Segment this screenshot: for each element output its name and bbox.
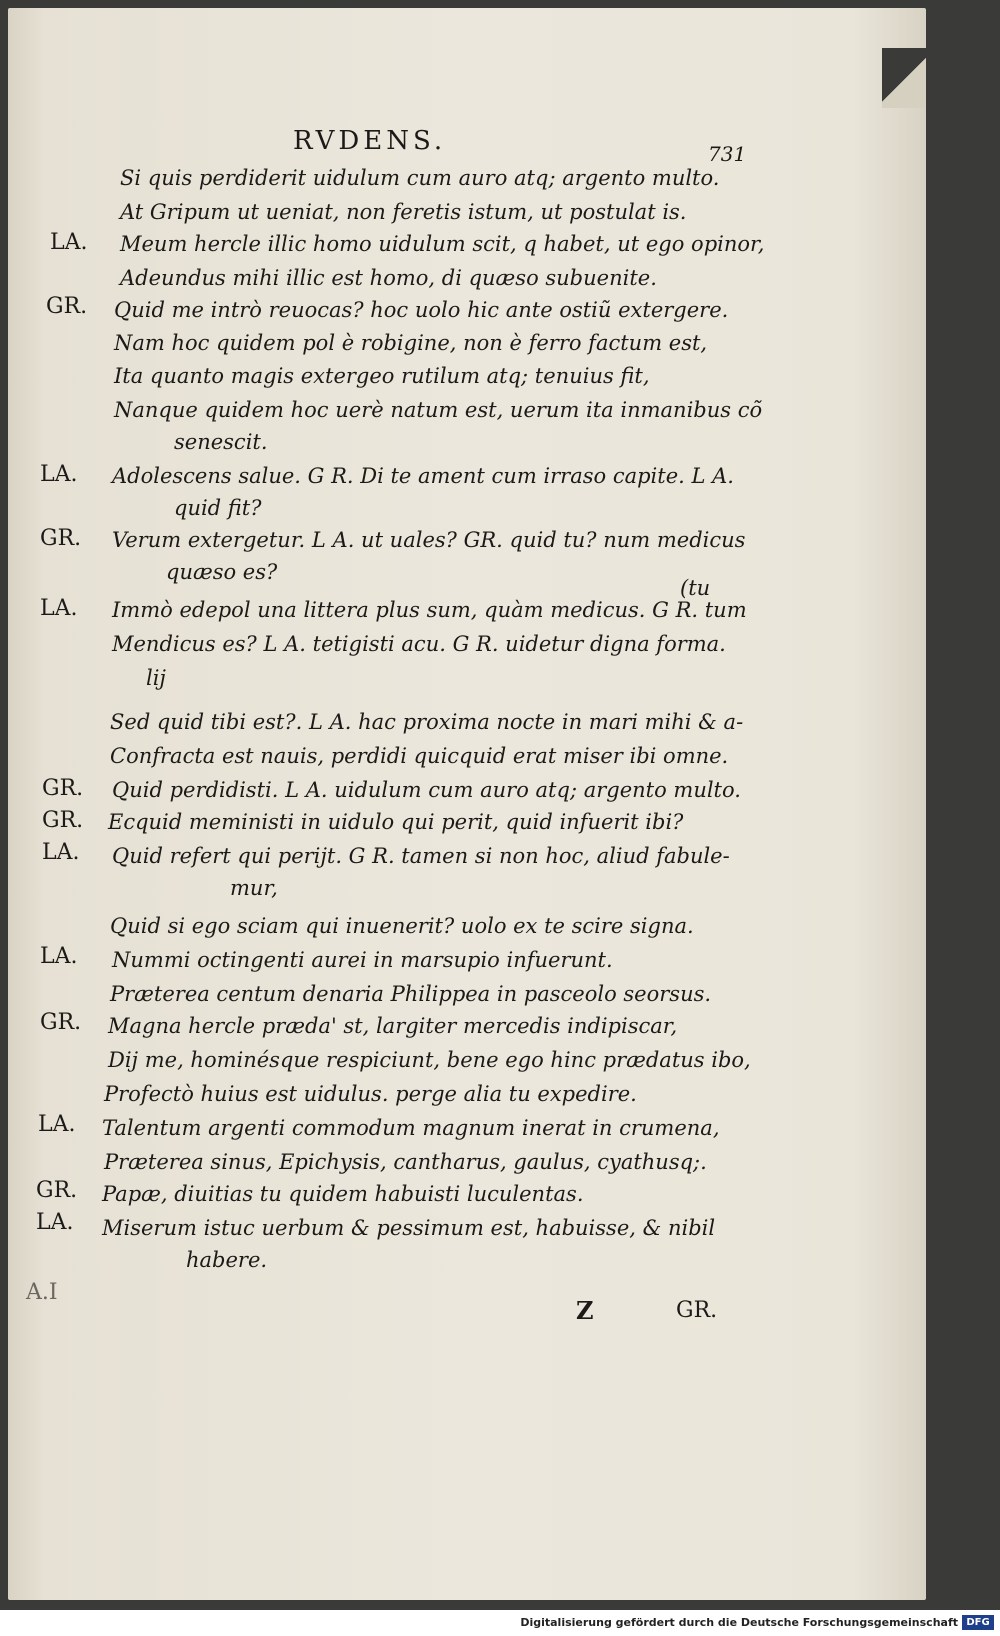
signature-mark: Z (576, 1296, 594, 1325)
speaker-label: GR. (46, 294, 88, 319)
verse-line: (tu (680, 576, 711, 600)
speaker-label: LA. (40, 462, 78, 487)
verse-line: senescit. (174, 430, 268, 454)
speaker-label: GR. (42, 776, 84, 801)
dfg-logo-icon: DFG (962, 1615, 994, 1630)
speaker-label: GR. (42, 808, 84, 833)
speaker-label: LA. (50, 230, 88, 255)
verse-line: habere. (186, 1248, 268, 1272)
running-title: RVDENS. (293, 126, 447, 156)
verse-line: quid fit? (174, 496, 262, 520)
verse-line: Dij me, hominésque respiciunt, bene ego hinc prædatus ibo, (108, 1048, 751, 1072)
verse-line: Adolescens salue. G R. Di te ament cum irraso capite. L A. (112, 464, 734, 488)
verse-line: Confracta est nauis, perdidi quicquid erat miser ibi omne. (110, 744, 729, 768)
verse-line: Nam hoc quidem pol è robigine, non è ferro factum est, (114, 331, 708, 355)
verse-line: Adeundus mihi illic est homo, di quæso subuenite. (120, 266, 657, 290)
folio-number: 731 (708, 142, 747, 166)
verse-line: Mendicus es? L A. tetigisti acu. G R. uidetur digna forma. (112, 632, 726, 656)
speaker-label: GR. (40, 1010, 82, 1035)
verse-line: Quid refert qui perijt. G R. tamen si non hoc, aliud fabule- (112, 844, 730, 868)
verse-line: Immò edepol una littera plus sum, quàm medicus. G R. tum (112, 598, 747, 622)
margin-mark: A.I (26, 1280, 58, 1305)
verse-line: Sed quid tibi est?. L A. hac proxima nocte in mari mihi & a- (110, 710, 744, 734)
verse-line: Præterea centum denaria Philippea in pasceolo seorsus. (110, 982, 712, 1006)
verse-line: Magna hercle præda' st, largiter mercedis indipiscar, (108, 1014, 678, 1038)
verse-line: Præterea sinus, Epichysis, cantharus, gaulus, cyathusq;. (104, 1150, 707, 1174)
verse-line: At Gripum ut ueniat, non feretis istum, ut postulat is. (120, 200, 687, 224)
verse-line: Ita quanto magis extergeo rutilum atq; tenuius fit, (114, 364, 650, 388)
verse-line: Miserum istuc uerbum & pessimum est, habuisse, & nibil (102, 1216, 716, 1240)
verse-line: Ecquid meministi in uidulo qui perit, quid infuerit ibi? (108, 810, 684, 834)
speaker-label: GR. (40, 526, 82, 551)
verse-line: lij (146, 666, 166, 690)
verse-line: Quid si ego sciam qui inuenerit? uolo ex te scire signa. (110, 914, 694, 938)
verse-line: Meum hercle illic homo uidulum scit, q habet, ut ego opinor, (120, 232, 765, 256)
speaker-label: GR. (36, 1178, 78, 1203)
digitization-footer (0, 1612, 1000, 1636)
speaker-label: LA. (40, 596, 78, 621)
speaker-label: LA. (40, 944, 78, 969)
verse-line: Nummi octingenti aurei in marsupio infuerunt. (112, 948, 613, 972)
verse-line: quæso es? (166, 560, 278, 584)
verse-line: Quid perdidisti. L A. uidulum cum auro atq; argento multo. (112, 778, 741, 802)
book-page (8, 8, 926, 1600)
verse-line: Papæ, diuitias tu quidem habuisti luculentas. (102, 1182, 584, 1206)
catchword: GR. (676, 1298, 718, 1323)
verse-line: Verum extergetur. L A. ut uales? GR. quid tu? num medicus (112, 528, 746, 552)
verse-line: Profectò huius est uidulus. perge alia tu expedire. (104, 1082, 637, 1106)
footer-credit: Digitalisierung gefördert durch die Deutsche Forschungsgemeinschaft (520, 1616, 958, 1629)
verse-line: Talentum argenti commodum magnum inerat in crumena, (102, 1116, 720, 1140)
speaker-label: LA. (36, 1210, 74, 1235)
speaker-label: LA. (38, 1112, 76, 1137)
verse-line: Quid me intrò reuocas? hoc uolo hic ante ostiũ extergere. (114, 298, 729, 322)
verse-line: Nanque quidem hoc uerè natum est, uerum ita inmanibus cõ (114, 398, 763, 422)
page-corner-fold (882, 48, 926, 108)
speaker-label: LA. (42, 840, 80, 865)
verse-line: Si quis perdiderit uidulum cum auro atq; argento multo. (120, 166, 720, 190)
verse-line: mur, (230, 876, 278, 900)
